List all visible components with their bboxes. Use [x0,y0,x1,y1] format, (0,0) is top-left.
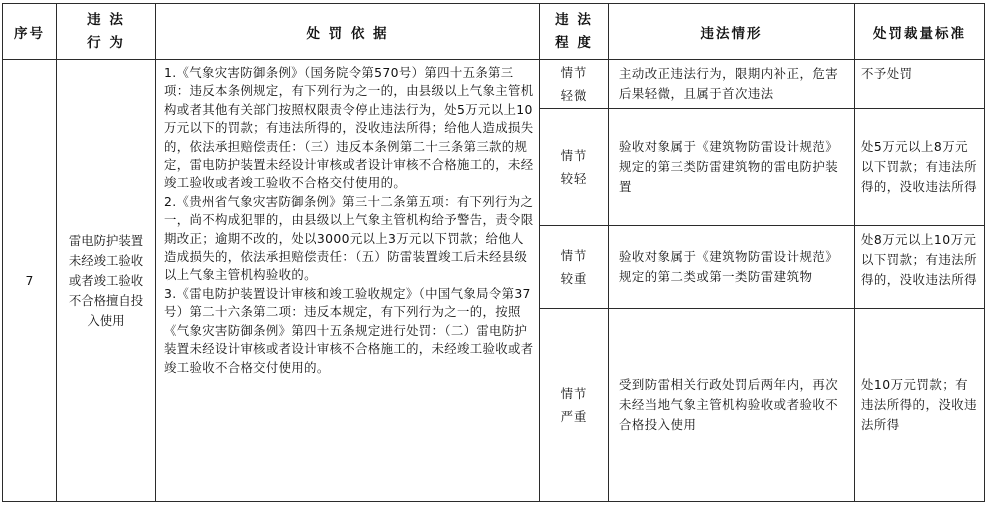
standard-cell: 处8万元以上10万元以下罚款；有违法所得的，没收违法所得 [855,226,985,309]
violation-act: 雷电防护装置未经竣工验收或者竣工验收不合格擅自投入使用 [57,60,156,502]
basis-item-1: 1.《气象灾害防御条例》（国务院令第570号）第四十五条第三项：违反本条例规定，有下列行为之一的，由县级以上气象主管机构或者其他有关部门按照权限责令停止违法行为，处5万元以上10万元以下的罚款；有违法所得的，没收违法所得；给他人造成损失的，依法承担赔偿责任：（三）违反本条例第二十三条第三款的规定，雷电防护装置未经设计审核或者设计审核不合格施工的，未经竣工验收或者竣工验收不合格交付使用的。 [164,65,534,191]
standard-cell: 不予处罚 [855,60,985,109]
situation-cell: 验收对象属于《建筑物防雷设计规范》规定的第三类防雷建筑物的雷电防护装置 [609,109,855,226]
penalty-discretion-table [2,3,985,502]
degree-line2: 严重 [560,409,588,424]
header-standard: 处罚裁量标准 [855,4,985,60]
row-number: 7 [3,60,57,502]
header-degree [540,4,609,60]
header-basis: 处 罚 依 据 [156,4,540,60]
degree-cell [540,60,609,109]
degree-line2: 较重 [560,271,588,286]
degree-cell [540,309,609,502]
degree-cell [540,109,609,226]
situation-cell: 主动改正违法行为，限期内补正，危害后果轻微，且属于首次违法 [609,60,855,109]
header-act-line1: 违 法 [87,11,125,28]
penalty-basis [156,60,540,502]
basis-item-2: 2.《贵州省气象灾害防御条例》第三十二条第五项：有下列行为之一，尚不构成犯罪的，由县级以上气象主管机构给予警告，责令限期改正；逾期不改的，处以3000元以上3万元以下罚款；给他人造成损失的，依法承担赔偿责任：（五）防雷装置竣工后未经县级以上气象主管机构验收的。 [164,193,534,283]
header-num: 序号 [3,4,57,60]
basis-item-3: 3.《雷电防护装置设计审核和竣工验收规定》（中国气象局令第37号）第二十六条第二项：违反本规定，有下列行为之一的，按照《气象灾害防御条例》第四十五条规定进行处罚：（二）雷电防护装置未经设计审核或者设计审核不合格施工的，未经竣工验收或者竣工验收不合格交付使用的。 [164,285,534,375]
standard-cell: 处10万元罚款；有违法所得的，没收违法所得 [855,309,985,502]
standard-cell: 处5万元以上8万元以下罚款；有违法所得的，没收违法所得 [855,109,985,226]
header-row [3,4,985,60]
degree-line2: 较轻 [560,171,588,186]
degree-cell [540,226,609,309]
header-degree-line2: 程 度 [555,34,593,51]
header-act [57,4,156,60]
header-act-line2: 行 为 [87,34,125,51]
header-situation: 违法情形 [609,4,855,60]
degree-line1: 情节 [560,386,588,401]
degree-line2: 轻微 [560,88,588,103]
degree-line1: 情节 [560,248,588,263]
degree-line1: 情节 [560,148,588,163]
degree-line1: 情节 [560,65,588,80]
situation-cell: 受到防雷相关行政处罚后两年内，再次未经当地气象主管机构验收或者验收不合格投入使用 [609,309,855,502]
level-row-1 [3,60,985,109]
situation-cell: 验收对象属于《建筑物防雷设计规范》规定的第二类或第一类防雷建筑物 [609,226,855,309]
header-degree-line1: 违 法 [555,11,593,28]
